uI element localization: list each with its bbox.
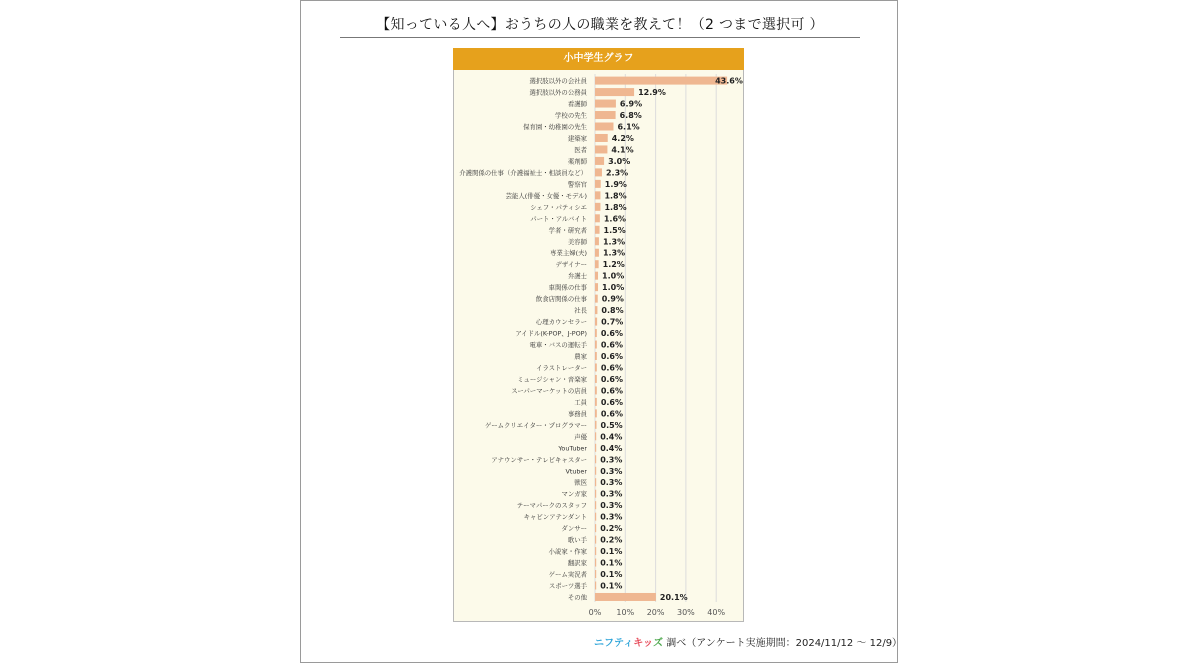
value-label: 0.1% [600,581,623,591]
bar [595,203,600,211]
value-label: 0.1% [600,558,623,568]
value-label: 0.9% [601,294,624,304]
bar [595,490,596,498]
category-label: 獣医 [574,478,587,487]
category-label: 保育園・幼稚園の先生 [523,123,587,131]
source-text: 調べ（アンケート実施期間：2024/11/12 ～ 12/9） [666,638,903,649]
category-label: ダンサー [561,524,587,533]
bar [595,191,600,199]
category-label: YouTuber [558,444,587,453]
value-label: 6.8% [619,111,642,121]
value-label: 0.6% [600,386,624,396]
value-label: 0.8% [601,306,624,316]
value-label: 0.6% [600,397,624,407]
category-label: 事務員 [567,409,587,418]
category-label: 警察官 [567,180,587,189]
x-tick-label: 40% [707,608,726,617]
category-label: アナウンサー・テレビキャスター [491,455,587,464]
value-label: 0.3% [600,455,623,465]
value-label: 1.9% [604,179,627,189]
value-label: 20.1% [659,592,688,602]
category-label: その他 [567,593,587,602]
value-label: 6.1% [617,122,640,132]
category-label: ゲーム実況者 [548,570,587,579]
bar [595,168,602,176]
bar [595,547,596,555]
value-label: 1.2% [602,260,625,270]
bar [595,501,596,509]
value-label: 0.3% [600,501,623,511]
bar [595,237,599,245]
bar [595,398,597,406]
category-label: 飲食店関係の仕事 [535,295,587,304]
category-label: 農家 [574,352,587,361]
category-label: 車関係の仕事 [548,283,587,292]
category-label: 選択肢以外の会社員 [529,77,587,86]
category-label: スポーツ選手 [548,582,587,590]
category-label: 心理カウンセラー [535,318,587,327]
bar [595,352,597,360]
category-label: 薬剤師 [567,157,587,166]
category-labels [459,76,587,601]
bar [595,478,596,486]
brand-logo: ニフティキッズ [594,638,664,649]
category-label: シェフ・パティシエ [530,203,587,212]
value-label: 0.6% [600,329,624,339]
value-label: 6.9% [619,99,643,109]
category-label: マンガ家 [561,490,587,499]
value-label: 2.3% [605,168,629,178]
bar [595,341,597,349]
bar [595,559,596,567]
value-label: 1.0% [602,271,625,281]
value-label: 0.6% [600,340,624,350]
value-label: 0.3% [600,512,623,522]
x-tick-label: 20% [646,608,665,617]
bar [595,593,656,601]
category-label: 看護師 [567,100,587,109]
value-label: 43.6% [715,76,743,86]
category-label: 声優 [574,432,587,441]
category-label: 専業主婦(夫) [550,249,587,258]
category-label: 芸能人(俳優・女優・モデル) [505,191,587,200]
value-label: 0.3% [600,466,623,476]
value-label: 0.6% [600,374,624,384]
bar [595,467,596,475]
category-label: ミュージシャン・音楽家 [517,375,587,384]
bar [595,100,616,108]
bar [595,570,596,578]
bar [595,432,596,440]
value-label: 0.7% [601,317,624,327]
value-label: 1.0% [602,283,625,293]
category-label: キャビンアテンダント [523,513,587,522]
bar [595,226,600,234]
value-label: 0.2% [600,535,623,545]
bar [595,260,599,268]
value-label: 0.6% [600,363,624,373]
bar [595,111,616,119]
value-label: 1.6% [603,214,627,224]
category-label: 美容師 [567,237,587,246]
category-label: 学者・研究者 [548,226,587,235]
category-label: 学校の先生 [555,111,587,120]
bar [595,318,597,326]
category-label: 社長 [574,306,587,315]
category-label: Vtuber [565,467,587,476]
bar [595,306,597,314]
bar [595,145,607,153]
x-tick-label: 30% [677,608,695,617]
value-label: 4.2% [611,133,634,143]
bar [595,214,600,222]
category-label: 電車・バスの運転手 [529,341,587,350]
category-label: 弁護士 [567,272,587,281]
bar [595,123,613,131]
bar [595,283,598,291]
value-label: 0.4% [600,432,623,442]
bar [595,375,597,383]
source-note [594,634,902,649]
value-label: 0.1% [600,547,623,557]
x-tick-label: 10% [616,608,635,617]
value-label: 12.9% [638,88,666,98]
category-label: 選択肢以外の公務員 [529,88,587,97]
bar [595,329,597,337]
bar [595,272,598,280]
category-label: イラストレーター [536,363,587,372]
bar [595,524,596,532]
category-label: 工員 [574,398,587,407]
value-label: 0.6% [600,409,624,419]
category-label: 介護関係の仕事（介護福祉士・相談員など） [459,168,587,177]
value-label: 1.3% [602,237,626,247]
category-label: 建築家 [567,134,587,143]
category-label: パート・アルバイト [530,214,587,223]
value-labels [600,77,743,602]
category-label: 小説家・作家 [548,547,587,556]
category-label: アイドル(K-POP、J-POP) [515,329,587,338]
bar [595,134,608,142]
category-label: 翻訳家 [567,559,587,568]
bar [595,180,601,188]
x-tick-label: 0% [588,608,602,617]
value-label: 4.1% [611,145,634,155]
chart-header: 小中学生グラフ [453,48,744,70]
bar [595,77,727,85]
bar [595,455,596,463]
bar [595,444,596,452]
bar [595,513,596,521]
value-label: 0.3% [600,478,623,488]
value-label: 0.1% [600,570,623,580]
category-label: 歌い手 [567,536,587,545]
value-label: 0.3% [600,489,623,499]
bar [595,536,596,544]
value-label: 0.4% [600,443,623,453]
bar [595,249,599,257]
x-axis-ticks [589,608,726,617]
value-label: 1.5% [603,225,626,235]
value-label: 1.8% [604,202,627,212]
bar [595,409,597,417]
category-label: スーパーマーケットの店員 [511,386,587,395]
value-label: 0.6% [600,352,624,361]
value-label: 1.3% [602,248,626,258]
bar [595,157,604,165]
page-title: 【知っている人へ】おうちの人の職業を教えて！（2 つまで選択可 ） [376,17,824,33]
bar-layer [595,77,727,601]
bar [595,582,596,590]
category-label: テーマパークのスタッフ [516,501,587,510]
bar [595,386,597,394]
value-label: 3.0% [608,156,631,166]
value-label: 0.2% [600,524,623,534]
bar [595,363,597,371]
value-label: 0.5% [600,420,623,430]
category-label: デザイナー [555,260,587,269]
bar [595,88,634,96]
category-label: 医者 [574,145,587,154]
value-label: 1.8% [604,191,627,201]
bar [595,295,598,303]
category-label: ゲームクリエイター・プログラマー [484,421,587,430]
bar [595,421,597,429]
